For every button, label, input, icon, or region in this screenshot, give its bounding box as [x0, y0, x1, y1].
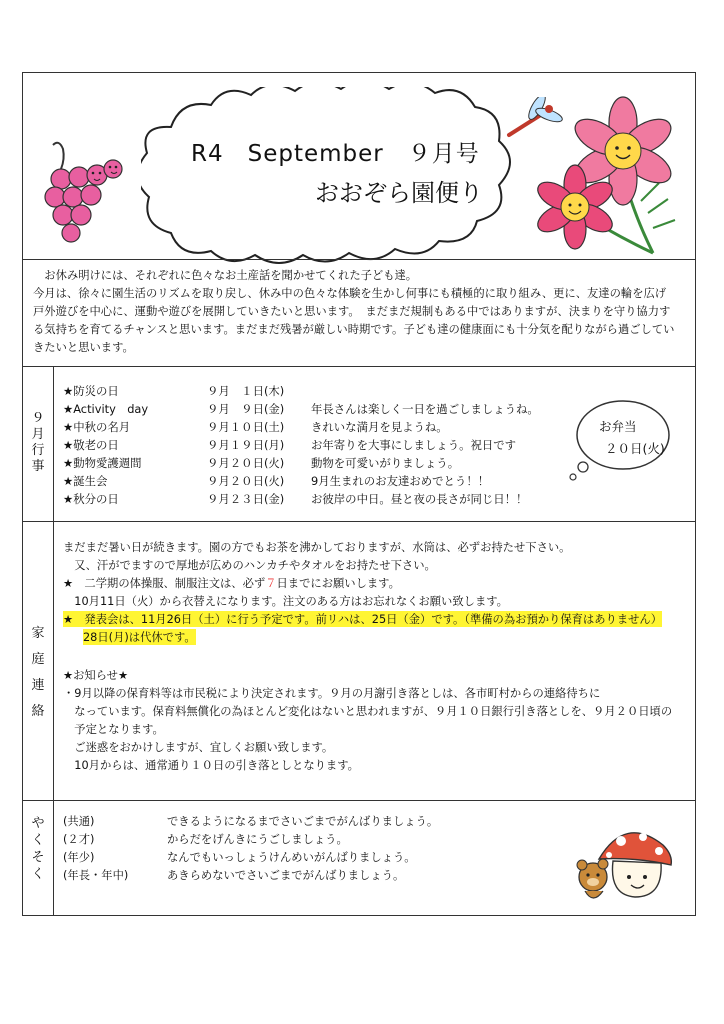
newsletter-title-name: おおぞら園便り	[315, 179, 483, 207]
event-note: 9月生まれのお友達おめでとう！！	[311, 474, 490, 488]
divider	[23, 259, 695, 260]
event-date: ９月 １日(木)	[207, 384, 285, 398]
divider	[23, 521, 695, 522]
event-date: ９月２０日(火)	[207, 456, 285, 470]
intro-line: 戸外遊びを中心に、運動や遊びを展開していきたいと思います。 まだまだ規制もある中ではありますが、決まりを守り協力す	[33, 305, 671, 318]
event-note: お年寄りを大事にしましょう。祝日です	[311, 438, 517, 452]
event-date: ９月１９日(月)	[207, 438, 285, 452]
event-name: ★防災の日	[63, 384, 119, 398]
event-name: ★中秋の名月	[63, 420, 131, 434]
bento-date: ２０日(火)	[605, 441, 665, 456]
newsletter-title-month: R4 September ９月号	[191, 141, 480, 167]
event-date: ９月２０日(火)	[207, 474, 285, 488]
notice-line: ・9月以降の保育料等は市民税により決定されます。９月の月謝引き落としは、各市町村からの連絡待ちに	[63, 687, 601, 700]
promise-group: (２才)	[63, 833, 95, 846]
notice-line: 10月11日（火）から衣替えになります。注文のある方はお忘れなくお願い致します。	[63, 595, 508, 608]
notice-line: 予定となります。	[63, 723, 164, 736]
event-date: ９月 ９日(金)	[207, 402, 285, 416]
event-note: 年長さんは楽しく一日を過ごしましょうね。	[311, 402, 539, 416]
notice-line: 10月からは、通常通り１０日の引き落としとなります。	[63, 759, 359, 772]
notice-line-uniform: ★ 二学期の体操服、制服注文は、必ず７日までにお願いします。	[63, 577, 400, 590]
notice-heading: ★お知らせ★	[63, 669, 129, 682]
notice-line: ご迷惑をおかけしますが、宜しくお願い致します。	[63, 741, 334, 754]
side-divider	[53, 366, 54, 521]
bento-label: お弁当	[599, 419, 637, 434]
mushroom-bear-icon	[571, 815, 681, 907]
promise-text: できるようになるまでさいごまでがんばりましょう。	[167, 815, 439, 828]
intro-paragraph	[33, 267, 687, 357]
side-label-notices: 家 庭 連 絡	[31, 626, 45, 719]
side-divider	[53, 521, 54, 800]
notice-line: 又、汗がでますので厚地が広めのハンカチやタオルをお持たせ下さい。	[63, 559, 436, 572]
event-name: ★秋分の日	[63, 492, 119, 506]
event-name: ★敬老の日	[63, 438, 119, 452]
promise-text: あきらめないでさいごまでがんばりましょう。	[167, 869, 405, 882]
event-name: ★Activity day	[63, 402, 149, 416]
divider	[23, 800, 695, 801]
side-divider	[53, 800, 54, 915]
newsletter-frame	[22, 72, 696, 916]
event-note: きれいな満月を見ようね。	[311, 420, 448, 434]
side-label-events: ９ 月 行 事	[31, 411, 45, 474]
intro-line: る気持ちを育てるチャンスと思います。まだまだ残暑が厳しい時期です。子ども達の健康面にも十分気を配りながら過ごしてい	[33, 323, 675, 336]
notice-line-holiday: 28日(月)は代休です。	[83, 631, 196, 644]
intro-line: 今月は、徐々に園生活のリズムを取り戻し、休み中の色々な体験を生かし何事にも積極的に取り組み、更に、友達の輪を広げ	[33, 287, 667, 300]
intro-line: きたいと思います。	[33, 341, 134, 354]
promise-text: からだをげんきにうごしましょう。	[167, 833, 348, 846]
event-date: ９月１０日(土)	[207, 420, 285, 434]
promise-text: なんでもいっしょうけんめいがんばりましょう。	[167, 851, 416, 864]
event-date: ９月２３日(金)	[207, 492, 285, 506]
divider	[23, 366, 695, 367]
deadline-day: ７	[265, 577, 277, 590]
event-note: 動物を可愛いがりましょう。	[311, 456, 460, 470]
promise-group: (共通)	[63, 815, 95, 828]
event-note: お彼岸の中日。昼と夜の長さが同じ日！！	[311, 492, 528, 506]
notice-line: なっています。保育料無償化の為ほとんど変化はないと思われますが、９月１０日銀行引き落としを、９月２０日頃の	[63, 705, 673, 718]
promise-group: (年長・年中)	[63, 869, 129, 882]
intro-line: お休み明けには、それぞれに色々なお土産話を聞かせてくれた子ども達。	[33, 269, 418, 282]
grape-icon	[39, 139, 131, 251]
side-label-promise: や く そ く	[31, 816, 45, 882]
notice-line: まだまだ暑い日が続きます。園の方でもお茶を沸かしておりますが、水筒は、必ずお持たせ下さい。	[63, 541, 571, 554]
promise-group: (年少)	[63, 851, 95, 864]
event-name: ★誕生会	[63, 474, 108, 488]
cosmos-flower-icon	[523, 93, 693, 263]
notice-line-recital: ★ 発表会は、11月26日（土）に行う予定です。前リハは、25日（金）です。（準備の為お預かり保育はありません）	[63, 613, 663, 626]
event-name: ★動物愛護週間	[63, 456, 142, 470]
